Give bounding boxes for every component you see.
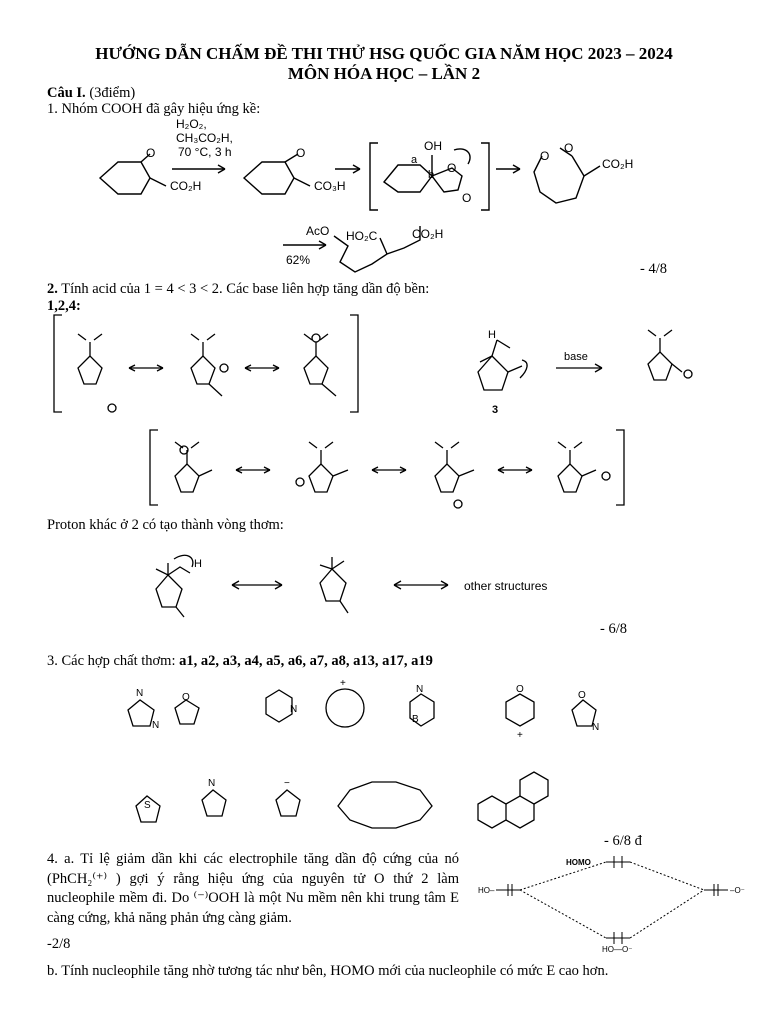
peroxide-o: O — [447, 161, 457, 175]
score-1: - 4/8 — [640, 261, 667, 277]
mo-left-label: HO– — [478, 886, 495, 895]
yield-label: 62% — [286, 253, 311, 267]
a6-plus: + — [517, 730, 523, 741]
item4a-text: 4. a. Tỉ lệ giảm dần khi các electrophile tăng dần độ cứng của nó (PhCH₂⁽⁺⁾ ) gợi ý rằng hiệu ứng của nguyên tử O thứ 2 làm nucleophile mềm đi. Do ⁽⁻⁾OOH là một Nu mềm nên khi trung tâm E càng cứng, khả năng phản ứng càng giảm. — [47, 851, 459, 926]
a4-plus: + — [340, 678, 346, 689]
lactone-o1: O — [540, 149, 550, 163]
ketone-o-2: O — [296, 146, 306, 160]
a2-o: O — [182, 692, 190, 703]
a1-n: N — [152, 720, 160, 731]
aco-label: AcO — [306, 224, 330, 238]
a5-n: N — [416, 684, 424, 695]
item4b-text: b. Tính nucleophile tăng nhờ tương tác như bên, HOMO mới của nucleophile có mức E cao hơn. — [47, 963, 609, 979]
h-label: H — [488, 329, 496, 341]
item3-text — [47, 652, 433, 670]
item2-body: Tính acid của 1 = 4 < 3 < 2. Các base liên hợp tăng dần độ bền: — [57, 281, 430, 297]
a6-o: O — [516, 684, 524, 695]
doc-title-line1: HƯỚNG DẪN CHẤM ĐỀ THI THỬ HSG QUỐC GIA NĂM HỌC 2023 – 2024 — [95, 44, 673, 63]
label-a: a — [411, 154, 418, 166]
a8-s: S — [144, 800, 151, 811]
mo-homo-label: HOMO — [566, 858, 591, 867]
reagent-line3: 70 °C, 3 h — [178, 145, 232, 159]
lactone-co2h: CO₂H — [602, 157, 634, 171]
ho2c-label: HO₂C — [346, 229, 378, 243]
label-b: b — [428, 169, 435, 181]
a13-n: N — [208, 778, 216, 789]
co3h-label: CO₃H — [314, 179, 346, 193]
a7-o: O — [578, 690, 586, 701]
reagent-line1: H₂O₂, — [176, 117, 207, 131]
a3-n: N — [290, 704, 298, 715]
a1-nh: N — [136, 688, 144, 699]
proton-text: Proton khác ở 2 có tạo thành vòng thơm: — [47, 517, 284, 533]
carboxylate-o: O — [462, 191, 472, 205]
mo-diagram — [0, 850, 768, 960]
ketone-o: O — [146, 146, 156, 160]
oh-label: OH — [424, 139, 442, 153]
compound-3-label: 3 — [492, 404, 499, 416]
doc-title-line2: MÔN HÓA HỌC – LẦN 2 — [287, 64, 481, 83]
item3-prefix: 3. Các hợp chất thơm: — [47, 653, 180, 669]
final-co2h: CO₂H — [412, 227, 444, 241]
score-2: - 6/8 — [600, 621, 627, 637]
question-label: Câu I. — [47, 85, 86, 101]
score-4: -2/8 — [47, 936, 71, 952]
aromatic-compounds — [0, 672, 768, 862]
a5-hb: B — [412, 714, 419, 725]
base-label: base — [564, 351, 588, 363]
score-3: - 6/8 đ — [604, 833, 642, 849]
scheme-baeyer-villiger — [0, 0, 768, 280]
co2h-label: CO₂H — [170, 179, 202, 193]
a17-minus: − — [284, 778, 290, 789]
h-label-2: H — [194, 558, 202, 570]
mo-right-label: –O⁻ — [730, 886, 745, 895]
item2-number: 2. — [47, 281, 58, 297]
item2-text — [47, 280, 429, 298]
question-points: (3điểm) — [85, 85, 136, 101]
item3-list: a1, a2, a3, a4, a5, a6, a7, a8, a13, a17, a19 — [179, 653, 433, 669]
lactone-o2: O — [564, 141, 574, 155]
a7-n: N — [592, 722, 600, 733]
scheme-proton — [0, 535, 768, 645]
mo-bottom-label: HO—O⁻ — [602, 945, 633, 954]
other-structures-label: other structures — [464, 579, 548, 593]
item1-text: 1. Nhóm COOH đã gây hiệu ứng kề: — [47, 101, 261, 117]
reagent-line2: CH₃CO₂H, — [176, 131, 233, 145]
item2-sub-label: 1,2,4: — [47, 298, 81, 314]
